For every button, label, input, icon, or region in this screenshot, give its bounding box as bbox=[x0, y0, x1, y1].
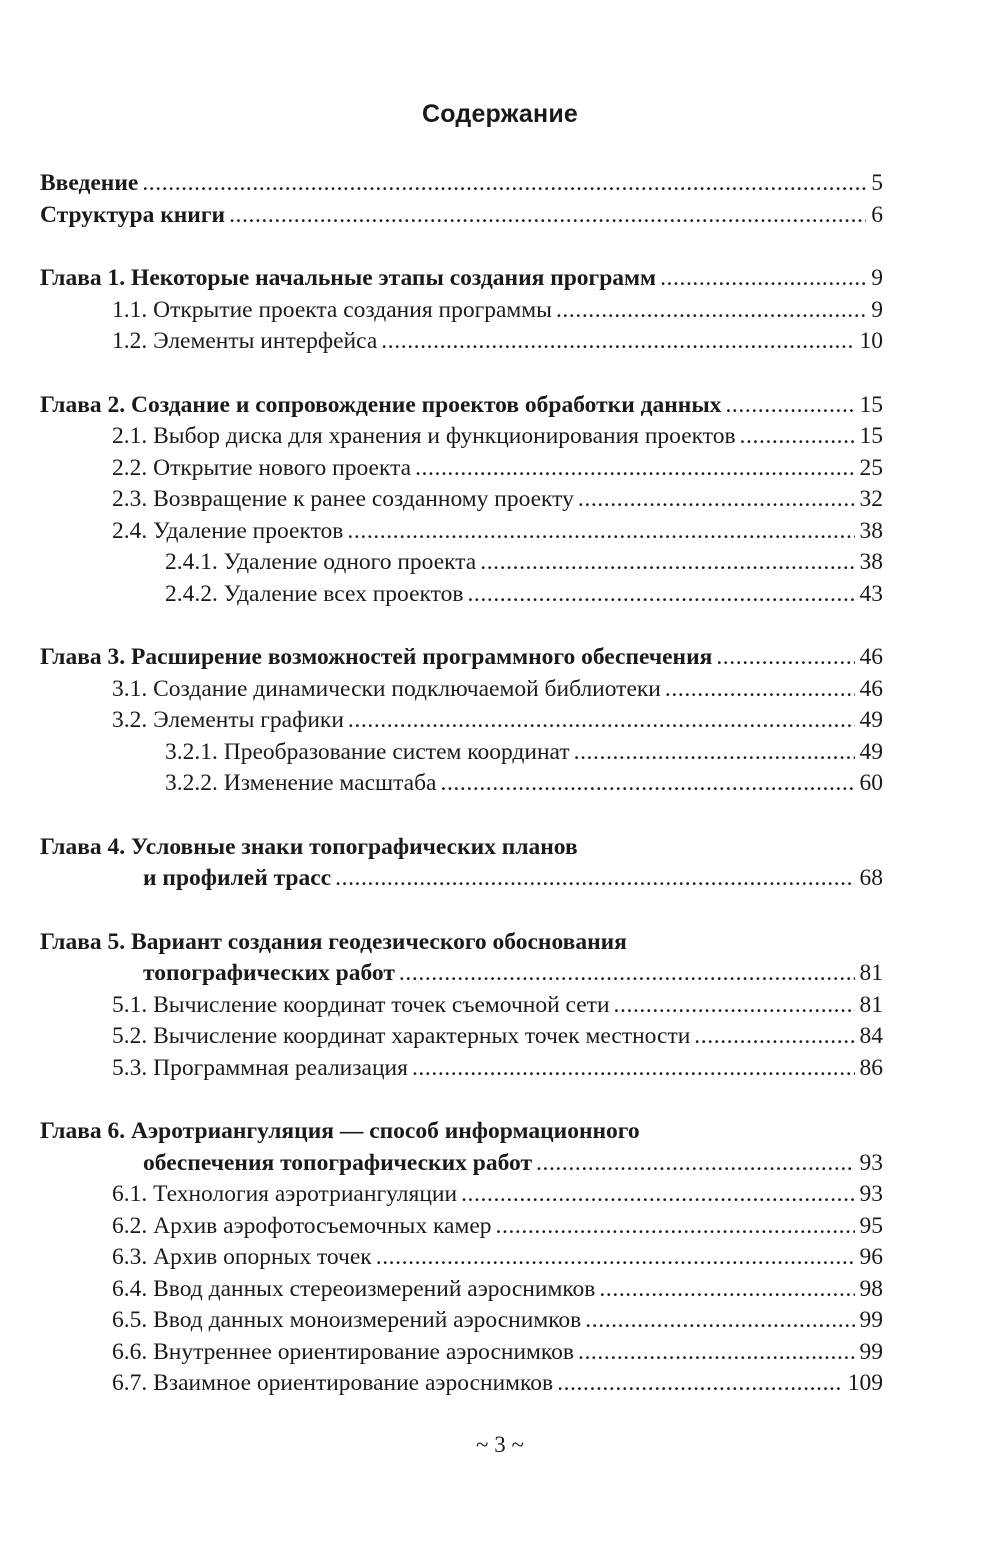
toc-entry-chapter-4: и профилей трасс ..... 68 bbox=[40, 865, 883, 897]
toc-entry-2-4-1: 2.4.1. Удаление одного проекта ..... 38 bbox=[40, 549, 883, 581]
toc-entry-6-1: 6.1. Технология аэротриангуляции ..... 93 bbox=[40, 1181, 883, 1213]
toc-entry-1-2: 1.2. Элементы интерфейса ..... 10 bbox=[40, 328, 883, 360]
toc-entry-2-1: 2.1. Выбор диска для хранения и функционирования проектов ..... 15 bbox=[40, 423, 883, 455]
toc-entry-6-2: 6.2. Архив аэрофотосъемочных камер ..... 95 bbox=[40, 1213, 883, 1245]
toc-entry-chapter-5-line-1: Глава 5. Вариант создания геодезического обоснования bbox=[40, 928, 627, 955]
toc-entry-5-2: 5.2. Вычисление координат характерных точек местности ..... 84 bbox=[40, 1023, 883, 1055]
toc-entry-chapter-4-line-1: Глава 4. Условные знаки топографических планов bbox=[40, 833, 578, 860]
toc-entry-chapter-6-line-1: Глава 6. Аэротриангуляция — способ информационного bbox=[40, 1118, 640, 1144]
toc-entry-chapter-5: топографических работ ..... 81 bbox=[40, 960, 883, 992]
toc-entry-6-4: 6.4. Ввод данных стереоизмерений аэроснимков ..... 98 bbox=[40, 1276, 883, 1308]
toc-entry-chapter-3: Глава 3. Расширение возможностей программного обеспечения ..... 46 bbox=[40, 644, 883, 676]
toc-entry-3-2: 3.2. Элементы графики ..... 49 bbox=[40, 707, 883, 739]
toc-entry-6-6: 6.6. Внутреннее ориентирование аэроснимков ..... 99 bbox=[40, 1339, 883, 1371]
toc-entry-chapter-1: Глава 1. Некоторые начальные этапы создания программ ..... 9 bbox=[40, 265, 883, 297]
toc-entry-1-1: 1.1. Открытие проекта создания программы ..... 9 bbox=[40, 297, 883, 329]
toc-entry-chapter-6: обеспечения топографических работ ..... 93 bbox=[40, 1150, 883, 1182]
toc-entry-2-4-2: 2.4.2. Удаление всех проектов ..... 43 bbox=[40, 581, 883, 613]
toc-entry-6-7: 6.7. Взаимное ориентирование аэроснимков ..... 109 bbox=[40, 1370, 883, 1402]
page-number: ~ 3 ~ bbox=[476, 1432, 524, 1457]
toc-entry-chapter-2: Глава 2. Создание и сопровождение проектов обработки данных ..... 15 bbox=[40, 392, 883, 424]
toc-entry-3-2-1: 3.2.1. Преобразование систем координат ..... 49 bbox=[40, 739, 883, 771]
table-of-contents bbox=[40, 170, 883, 1402]
toc-entry-5-3: 5.3. Программная реализация ..... 86 bbox=[40, 1055, 883, 1087]
toc-entry-6-5: 6.5. Ввод данных моноизмерений аэроснимков ..... 99 bbox=[40, 1307, 883, 1339]
toc-entry-5-1: 5.1. Вычисление координат точек съемочной сети ..... 81 bbox=[40, 992, 883, 1024]
toc-entry-introduction: Введение ..... 5 bbox=[40, 170, 883, 202]
toc-entry-2-4: 2.4. Удаление проектов ..... 38 bbox=[40, 518, 883, 550]
toc-entry-2-2: 2.2. Открытие нового проекта ..... 25 bbox=[40, 455, 883, 487]
toc-entry-3-2-2: 3.2.2. Изменение масштаба ..... 60 bbox=[40, 770, 883, 802]
toc-entry-book-structure: Структура книги ..... 6 bbox=[40, 202, 883, 234]
toc-entry-2-3: 2.3. Возвращение к ранее созданному проекту ..... 32 bbox=[40, 486, 883, 518]
toc-entry-3-1: 3.1. Создание динамически подключаемой библиотеки ..... 46 bbox=[40, 676, 883, 708]
toc-entry-6-3: 6.3. Архив опорных точек ..... 96 bbox=[40, 1244, 883, 1276]
page-title: Содержание bbox=[421, 100, 579, 128]
